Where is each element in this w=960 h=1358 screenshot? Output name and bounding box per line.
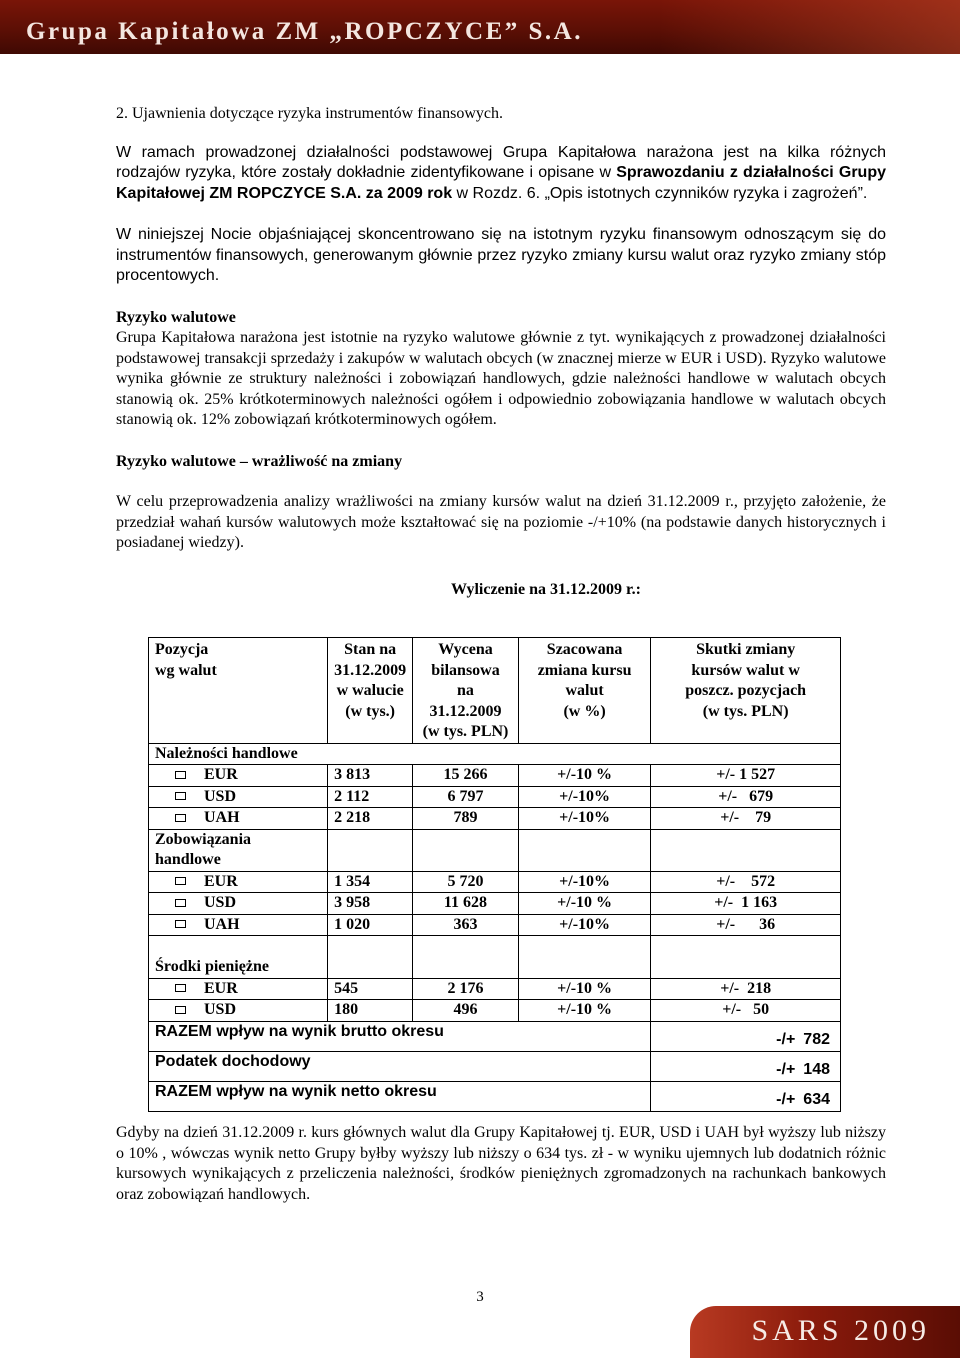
table-row: EUR 1 354 5 720 +/-10% +/- 572	[149, 871, 841, 893]
fx-risk-paragraph: Grupa Kapitałowa narażona jest istotnie na ryzyko walutowe głównie z tyt. wynikających z prowadzonej działalności podstawowej transakcji sprzedaży i zakupów w walutach obcych (w znacznej mierze w EUR i USD). Ryzyko walutowe wynika głównie ze struktury należności i zobowiązań handlowych, gdzie należności handlowe w walutach obcych stanowią ok. 25% krótkoterminowych należności ogółem i odpowiednio zobowiązania handlowe w walutach obcych stanowią ok. 12% zobowiązań krótkoterminowych ogółem.	[116, 329, 886, 428]
closing-paragraph: Gdyby na dzień 31.12.2009 r. kurs głównych walut dla Grupy Kapitałowej tj. EUR, USD i UAH był wyższy lub niższy o 10% , wówczas wynik netto Grupy byłby wyższy lub niższy o 634 tys. zł - w wyniku ujemnych lub dodatnich różnic kursowych wynikających z przeliczenia należności, środków pieniężnych zgromadzonych na rachunkach bankowych oraz zobowiązań handlowych.	[116, 1124, 886, 1203]
footer-brand: SARS 2009	[751, 1314, 930, 1347]
footer-banner	[690, 1306, 960, 1358]
intro-text-a: W ramach prowadzonej działalności podstawowej Grupa Kapitałowa narażona jest na kilka różnych rodzajów ryzyka, które zostały dokładnie zidentyfikowane i opisane w	[116, 143, 886, 181]
page-number: 3	[476, 1289, 484, 1305]
group-row-receivables	[149, 743, 841, 765]
square-bullet-icon	[175, 920, 186, 928]
total-row-net: RAZEM wpływ na wynik netto okresu -/+ 634	[149, 1081, 841, 1111]
square-bullet-icon	[175, 814, 186, 822]
header-title: Grupa Kapitałowa ZM „ROPCZYCE” S.A.	[26, 18, 583, 45]
header-effects: Skutki zmiany kursów walut w poszcz. pozycjach (w tys. PLN)	[651, 638, 841, 744]
section-heading: 2. Ujawnienia dotyczące ryzyka instrumentów finansowych.	[116, 105, 503, 122]
group-row-cash	[149, 936, 841, 979]
header-rate-change: Szacowana zmiana kursu walut (w %)	[518, 638, 650, 744]
intro-paragraph	[116, 143, 886, 205]
square-bullet-icon	[175, 877, 186, 885]
table-row: EUR 3 813 15 266 +/-10 % +/- 1 527	[149, 765, 841, 787]
group-label: Zobowiązania handlowe	[149, 829, 328, 871]
table-row: USD 2 112 6 797 +/-10% +/- 679	[149, 786, 841, 808]
table-row: UAH 2 218 789 +/-10% +/- 79	[149, 808, 841, 830]
intro-text-b: w Rozdz. 6. „Opis istotnych czynników ryzyka i zagrożeń”.	[452, 184, 868, 202]
square-bullet-icon	[175, 771, 186, 779]
table-row: EUR 545 2 176 +/-10 % +/- 218	[149, 978, 841, 1000]
table-row: UAH 1 020 363 +/-10% +/- 36	[149, 914, 841, 936]
square-bullet-icon	[175, 792, 186, 800]
calculation-title: Wyliczenie na 31.12.2009 r.:	[451, 580, 641, 598]
table-header-row	[149, 638, 841, 744]
total-row-gross: RAZEM wpływ na wynik brutto okresu -/+ 782	[149, 1021, 841, 1051]
sensitivity-heading: Ryzyko walutowe – wrażliwość na zmiany	[116, 452, 403, 470]
header-position: Pozycja wg walut	[149, 638, 328, 744]
header-accent	[660, 0, 960, 54]
table-row: USD 3 958 11 628 +/-10 % +/- 1 163	[149, 893, 841, 915]
header-currency-state: Stan na 31.12.2009 w walucie (w tys.)	[328, 638, 413, 744]
fx-risk-heading: Ryzyko walutowe	[116, 308, 236, 326]
group-label: Należności handlowe	[149, 743, 841, 765]
group-row-payables	[149, 829, 841, 871]
document-body	[116, 104, 886, 602]
sensitivity-paragraph: W celu przeprowadzenia analizy wrażliwości na zmiany kursów walut na dzień 31.12.2009 r., przyjęto założenie, że przedział wahań kursów walutowych może kształtować się na poziomie -/+10% (na podstawie danych historycznych i posiadanej wiedzy).	[116, 493, 886, 551]
total-row-tax: Podatek dochodowy -/+ 148	[149, 1051, 841, 1081]
sensitivity-table	[148, 637, 841, 1112]
table-row: USD 180 496 +/-10 % +/- 50	[149, 1000, 841, 1022]
square-bullet-icon	[175, 984, 186, 992]
square-bullet-icon	[175, 1006, 186, 1014]
square-bullet-icon	[175, 899, 186, 907]
header-banner	[0, 0, 960, 54]
focus-paragraph: W niniejszej Nocie objaśniającej skoncentrowano się na istotnym ryzyku finansowym odnoszącym się do instrumentów finansowych, generowanym głównie przez ryzyko zmiany kursu walut oraz ryzyko zmiany stóp procentowych.	[116, 226, 886, 284]
header-balance-value: Wycena bilansowa na 31.12.2009 (w tys. PLN)	[413, 638, 519, 744]
intro-bold-reference: Sprawozdaniu z działalności Grupy Kapitałowej ZM ROPCZYCE S.A. za 2009 rok	[116, 164, 886, 202]
group-label: Środki pieniężne	[149, 936, 328, 979]
